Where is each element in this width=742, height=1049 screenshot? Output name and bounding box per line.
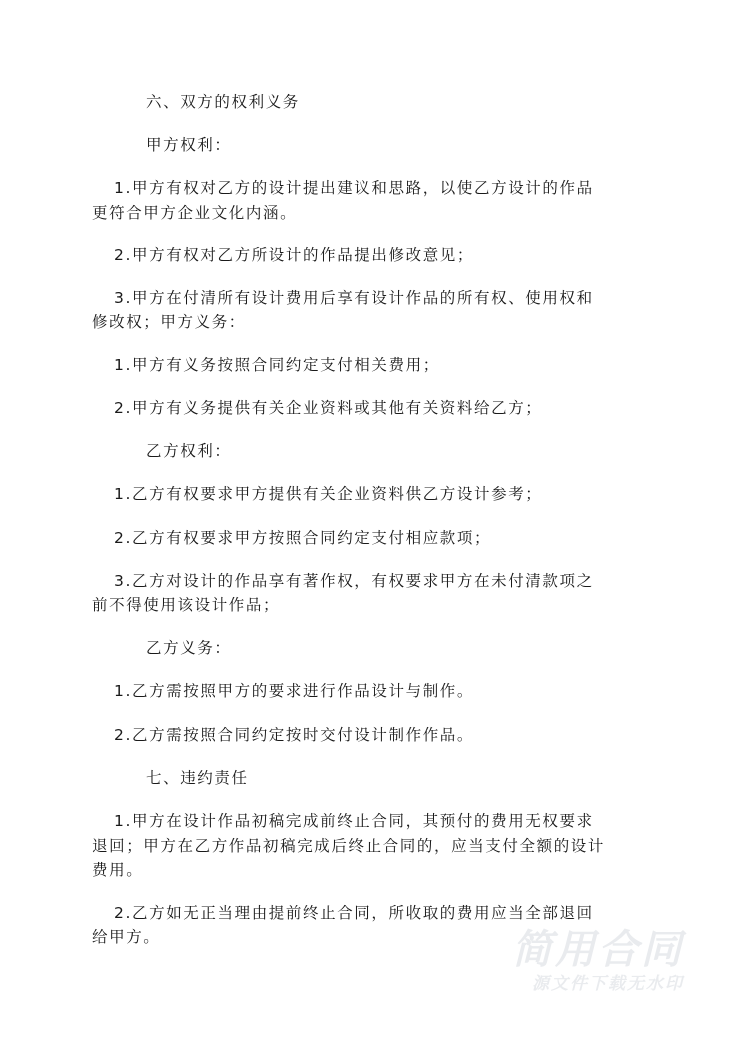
watermark-brand: 简用合同 xyxy=(512,928,684,972)
a-duty-2: 2.甲方有义务提供有关企业资料或其他有关资料给乙方； xyxy=(114,399,543,417)
party-b-rights-label: 乙方权利： xyxy=(146,442,232,460)
a-right-1-line-2: 更符合甲方企业文化内涵。 xyxy=(92,204,298,222)
b-duty-1: 1.乙方需按照甲方的要求进行作品设计与制作。 xyxy=(114,682,474,700)
a-right-1-line-1: 1.甲方有权对乙方的设计提出建议和思路，以使乙方设计的作品 xyxy=(114,179,594,197)
section-7-title: 七、违约责任 xyxy=(146,769,249,787)
section-6-title: 六、双方的权利义务 xyxy=(146,93,300,111)
party-b-duties-label: 乙方义务： xyxy=(146,639,232,657)
a-duty-1: 1.甲方有义务按照合同约定支付相关费用； xyxy=(114,356,440,374)
party-a-rights-label: 甲方权利： xyxy=(146,136,232,154)
breach-item-2-line-2: 给甲方。 xyxy=(92,928,161,946)
a-right-2: 2.甲方有权对乙方所设计的作品提出修改意见； xyxy=(114,246,474,264)
b-right-3-line-1: 3.乙方对设计的作品享有著作权，有权要求甲方在未付清款项之 xyxy=(114,572,594,590)
b-right-1: 1.乙方有权要求甲方提供有关企业资料供乙方设计参考； xyxy=(114,485,543,503)
b-right-2: 2.乙方有权要求甲方按照合同约定支付相应款项； xyxy=(114,529,492,547)
breach-item-1-line-3: 费用。 xyxy=(92,861,144,879)
breach-item-1-line-2: 退回；甲方在乙方作品初稿完成后终止合同的，应当支付全额的设计 xyxy=(92,837,606,855)
watermark-slogan: 源文件下载无水印 xyxy=(532,974,684,993)
breach-item-2-line-1: 2.乙方如无正当理由提前终止合同，所收取的费用应当全部退回 xyxy=(114,904,594,922)
b-right-3-line-2: 前不得使用该设计作品； xyxy=(92,596,281,614)
b-duty-2: 2.乙方需按照合同约定按时交付设计制作作品。 xyxy=(114,726,474,744)
a-right-3-line-2: 修改权；甲方义务： xyxy=(92,313,246,331)
breach-item-1-line-1: 1.甲方在设计作品初稿完成前终止合同，其预付的费用无权要求 xyxy=(114,812,594,830)
a-right-3-line-1: 3.甲方在付清所有设计费用后享有设计作品的所有权、使用权和 xyxy=(114,289,594,307)
